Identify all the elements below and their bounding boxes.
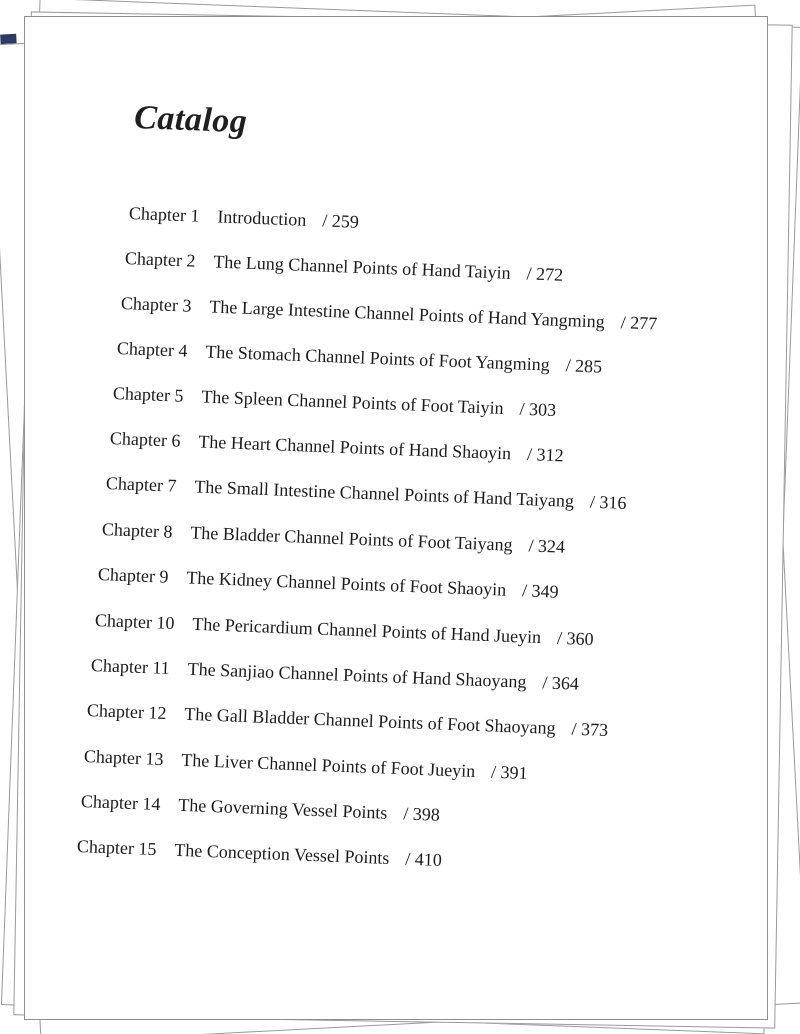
page-number: / 398	[403, 803, 441, 825]
chapter-number: Chapter 10	[94, 610, 175, 634]
page-number: / 272	[526, 263, 564, 285]
chapter-title: The Heart Channel Points of Hand Shaoyin	[198, 431, 512, 464]
catalog-page	[24, 16, 768, 1020]
chapter-number: Chapter 12	[86, 700, 167, 724]
chapter-number: Chapter 7	[105, 473, 177, 496]
toc-entry[interactable]	[121, 290, 658, 337]
chapter-number: Chapter 1	[128, 203, 200, 226]
chapter-title: Introduction	[217, 206, 307, 230]
page-number: / 312	[526, 444, 565, 466]
toc-entry[interactable]	[81, 788, 441, 828]
chapter-number: Chapter 15	[76, 836, 157, 860]
page-number: / 316	[589, 491, 627, 513]
chapter-number: Chapter 13	[83, 746, 164, 770]
chapter-number: Chapter 3	[120, 293, 192, 316]
toc-entry[interactable]	[113, 380, 557, 423]
chapter-title: The Bladder Channel Points of Foot Taiyang	[190, 522, 513, 555]
page-number: / 360	[556, 627, 594, 650]
chapter-title: The Governing Vessel Points	[178, 794, 388, 823]
chapter-title: The Gall Bladder Channel Points of Foot Shaoyang	[184, 703, 556, 738]
page-number: / 259	[321, 210, 360, 232]
page-number: / 410	[405, 848, 443, 871]
chapter-number: Chapter 9	[97, 564, 169, 587]
chapter-number: Chapter 2	[124, 248, 196, 271]
toc-entry[interactable]	[95, 607, 595, 652]
chapter-number: Chapter 4	[116, 338, 188, 361]
toc-entry[interactable]	[91, 652, 580, 697]
chapter-number: Chapter 6	[109, 428, 181, 451]
toc-entry[interactable]	[117, 335, 603, 380]
chapter-title: The Kidney Channel Points of Foot Shaoyin	[186, 567, 507, 600]
toc-entry[interactable]	[98, 561, 560, 605]
chapter-title: The Small Intestine Channel Points of Hand Taiyang	[194, 476, 575, 511]
chapter-title: The Conception Vessel Points	[174, 839, 390, 868]
chapter-number: Chapter 5	[112, 383, 184, 406]
chapter-title: The Spleen Channel Points of Foot Taiyin	[201, 386, 504, 418]
page-number: / 391	[490, 761, 529, 784]
chapter-title: The Liver Channel Points of Foot Jueyin	[181, 749, 476, 782]
table-of-contents	[25, 17, 767, 1019]
chapter-title: The Pericardium Channel Points of Hand Jueyin	[192, 613, 542, 648]
page-number: / 277	[620, 312, 658, 334]
page-number: / 324	[528, 535, 566, 557]
page-title: Catalog	[133, 99, 248, 141]
chapter-title: The Large Intestine Channel Points of Hand Yangming	[209, 296, 606, 332]
chapter-number: Chapter 8	[101, 519, 173, 542]
page-number: / 303	[519, 398, 557, 421]
page-number: / 349	[521, 580, 560, 602]
chapter-title: The Stomach Channel Points of Foot Yangming	[205, 341, 551, 375]
toc-entry[interactable]	[87, 697, 609, 743]
chapter-title: The Sanjiao Channel Points of Hand Shaoyang	[187, 658, 527, 692]
toc-entry[interactable]	[102, 516, 566, 560]
chapter-title: The Lung Channel Points of Hand Taiyin	[213, 251, 511, 283]
toc-entry[interactable]	[84, 743, 529, 786]
page-number: / 285	[565, 355, 603, 377]
toc-entry[interactable]	[106, 470, 627, 516]
chapter-number: Chapter 14	[80, 791, 161, 815]
toc-entry[interactable]	[77, 833, 443, 873]
toc-entry[interactable]	[110, 425, 565, 468]
toc-entry[interactable]	[129, 200, 360, 235]
chapter-number: Chapter 11	[90, 655, 171, 679]
page-number: / 364	[542, 672, 580, 694]
toc-entry[interactable]	[125, 245, 564, 288]
page-number: / 373	[571, 718, 609, 741]
